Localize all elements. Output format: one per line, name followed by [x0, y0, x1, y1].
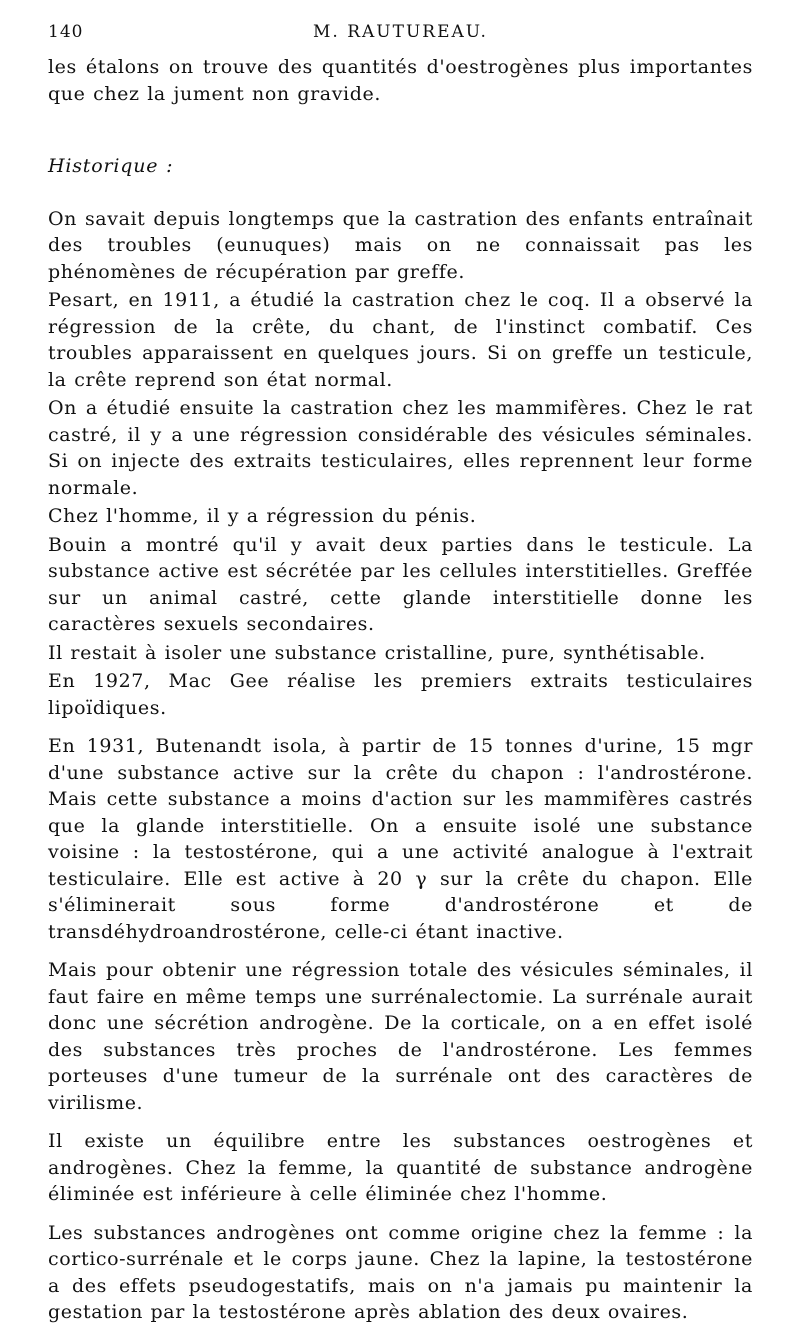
page-number: 140 — [48, 22, 84, 42]
page-header — [48, 22, 753, 50]
paragraph: En 1927, Mac Gee réalise les premiers extraits testiculaires lipoïdiques. — [48, 670, 753, 719]
paragraph-continued: les étalons on trouve des quantités d'oestrogènes plus importantes que chez la jument non gravide. — [48, 56, 753, 105]
paragraph: Les substances androgènes ont comme origine chez la femme : la cortico-surrénale et le corps jaune. Chez la lapine, la testostérone a des effets pseudogestatifs, mais on n'a jamais pu maintenir la gestation par la testostérone après ablation des deux ovaires. — [48, 1221, 753, 1323]
body-text — [48, 54, 753, 1326]
paragraph: Il existe un équilibre entre les substances oestrogènes et androgènes. Chez la femme, la quantité de substance androgène éliminée est inférieure à celle éliminée chez l'homme. — [48, 1130, 753, 1205]
paragraph: Mais pour obtenir une régression totale des vésicules séminales, il faut faire en même temps une surrénalectomie. La surrénale aurait donc une sécrétion androgène. De la corticale, on a en effet isolé des substances très proches de l'androstérone. Les femmes porteuses d'une tumeur de la surrénale ont des caractères de virilisme. — [48, 959, 753, 1114]
running-head: M. RAUTUREAU. — [313, 22, 488, 42]
paragraph: Il restait à isoler une substance cristalline, pure, synthétisable. — [48, 641, 706, 664]
paragraph: Chez l'homme, il y a régression du pénis. — [48, 505, 477, 527]
paragraph: En 1931, Butenandt isola, à partir de 15 tonnes d'urine, 15 mgr d'une substance active sur la crête du chapon : l'androstérone. Mais cette substance a moins d'action sur les mammifères castrés que la glande interstitielle. On a ensuite isolé une substance voisine : la testostérone, qui a une activité analogue à l'extrait testiculaire. Elle est active à 20 γ sur la crête du chapon. Elle s'éliminerait sous forme d'androstérone et de transdéhydroandrostérone, celle-ci étant inactive. — [48, 735, 753, 943]
paragraph: On a étudié ensuite la castration chez les mammifères. Chez le rat castré, il y a une régression considérable des vésicules séminales. Si on injecte des extraits testiculaires, elles reprennent leur forme normale. — [48, 397, 753, 499]
paragraph: Bouin a montré qu'il y avait deux parties dans le testicule. La substance active est sécrétée par les cellules interstitielles. Greffée sur un animal castré, cette glande interstitielle donne les caractères sexuels secondaires. — [48, 533, 753, 635]
paragraph: On savait depuis longtemps que la castration des enfants entraînait des troubles (eunuques) mais on ne connaissait pas les phénomènes de récupération par greffe. — [48, 207, 753, 283]
paragraph: Pesart, en 1911, a étudié la castration chez le coq. Il a observé la régression de la crête, du chant, de l'instinct combatif. Ces troubles apparaissent en quelques jours. Si on greffe un testicule, la crête reprend son état normal. — [48, 289, 753, 391]
document-page — [48, 22, 753, 1326]
section-heading: Historique : — [48, 155, 174, 177]
